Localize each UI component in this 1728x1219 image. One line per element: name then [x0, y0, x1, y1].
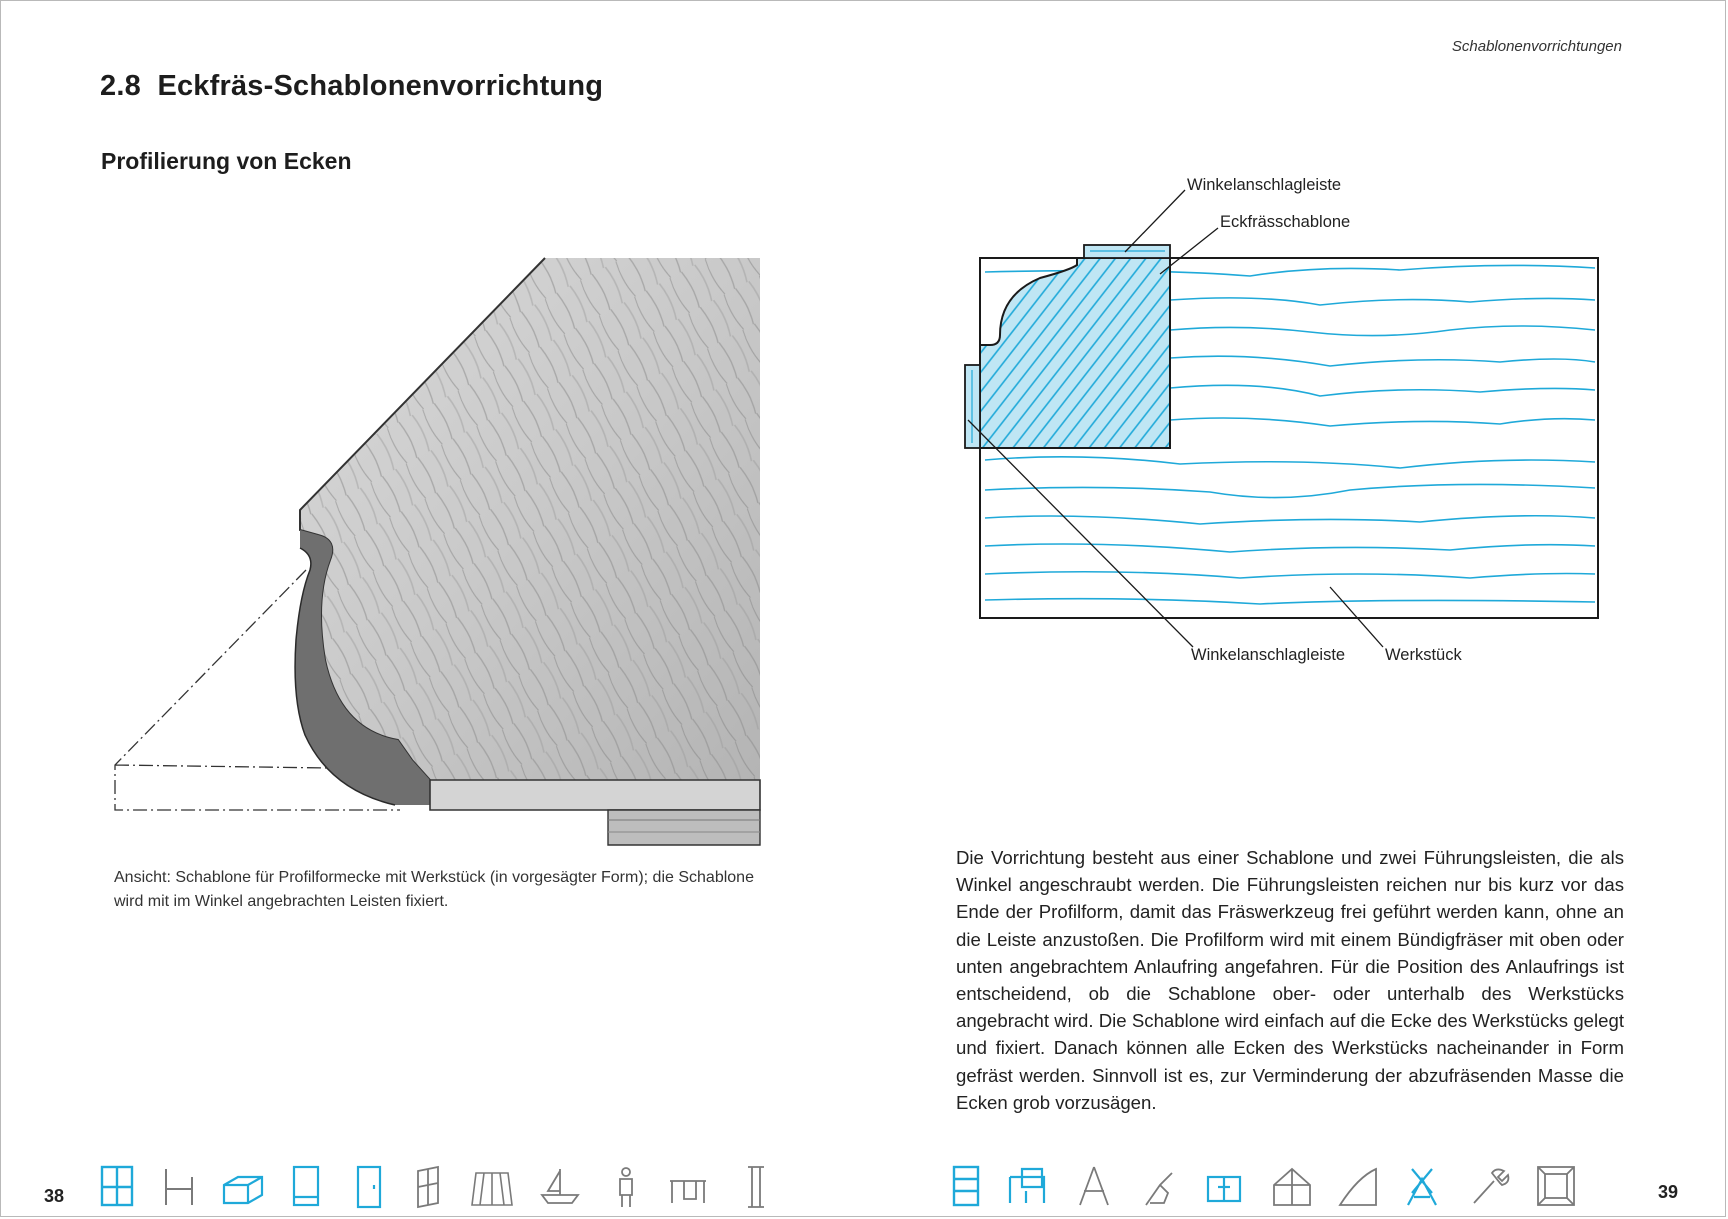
boat-icon[interactable] [538, 1163, 582, 1209]
panel-icon[interactable] [346, 1163, 390, 1209]
label-workpiece: Werkstück [1385, 646, 1462, 664]
column-icon[interactable] [734, 1163, 778, 1209]
workpiece-edge [430, 780, 760, 810]
body-paragraph: Die Vorrichtung besteht aus einer Schablone und zwei Führungsleisten, die als Winkel angeschraubt werden. Die Führungsleisten reichen nur bis kurz vor das Ende der Profilform, damit das Fräswerkzeug frei geführt werden kann, ohne an die Leiste anzustoßen. Die Profilform wird mit einem Bündigfräser mit oben oder unten angebrachtem Anlaufring angefahren. Für die Position des Anlaufrings ist entscheidend, ob die Schablone ober- oder unterhalb des Werkstücks angebracht wird. Die Schablone wird einfach auf die Ecke des Werkstücks gelegt und fixiert. Danach können alle Ecken des Werkstücks nacheinander in Form gefräst werden. Sinnvoll ist es, zur Verminderung der abzufräsenden Masse die Ecken grob vorzusägen. [956, 847, 1624, 1113]
running-head: Schablonenvorrichtungen [1451, 38, 1622, 55]
glass-door-icon[interactable] [408, 1163, 452, 1209]
desk-icon[interactable] [1006, 1163, 1050, 1209]
figure-icon[interactable] [604, 1163, 648, 1209]
drawer-icon[interactable] [1202, 1163, 1246, 1209]
section-subtitle: Profilierung von Ecken [101, 148, 352, 174]
door-icon[interactable] [284, 1163, 328, 1209]
clamp-icon[interactable] [666, 1163, 710, 1209]
plane-icon[interactable] [1138, 1163, 1182, 1209]
label-fence-bottom: Winkelanschlagleiste [1191, 646, 1346, 664]
page-number-right: 39 [1658, 1182, 1679, 1202]
compass-icon[interactable] [1072, 1163, 1116, 1209]
footer-icons-left [96, 1163, 776, 1213]
section-title-text: Eckfräs-Schablonenvorrichtung [157, 70, 604, 102]
cabinet-icon[interactable] [96, 1163, 140, 1209]
figure-caption: Ansicht: Schablone für Profilformecke mit Werkstück (in vorgesägter Form); die Schablone wird mit im Winkel angebrachten Leisten fixiert. [114, 869, 754, 910]
house-icon[interactable] [1270, 1163, 1314, 1209]
label-fence-top: Winkelanschlagleiste [1187, 176, 1342, 194]
jig-icon[interactable] [1400, 1163, 1444, 1209]
section-number: 2.8 [100, 70, 141, 102]
wrench-icon[interactable] [1466, 1163, 1510, 1209]
wedge-icon[interactable] [1336, 1163, 1380, 1209]
label-template: Eckfrässchablone [1220, 213, 1351, 231]
footer-icons-right [944, 1163, 1634, 1213]
frame-icon[interactable] [1534, 1163, 1578, 1209]
box-icon[interactable] [220, 1163, 264, 1209]
page-number-left: 38 [44, 1186, 65, 1206]
flooring-icon[interactable] [470, 1163, 514, 1209]
shelf-icon[interactable] [944, 1163, 988, 1209]
chair-icon[interactable] [158, 1163, 202, 1209]
